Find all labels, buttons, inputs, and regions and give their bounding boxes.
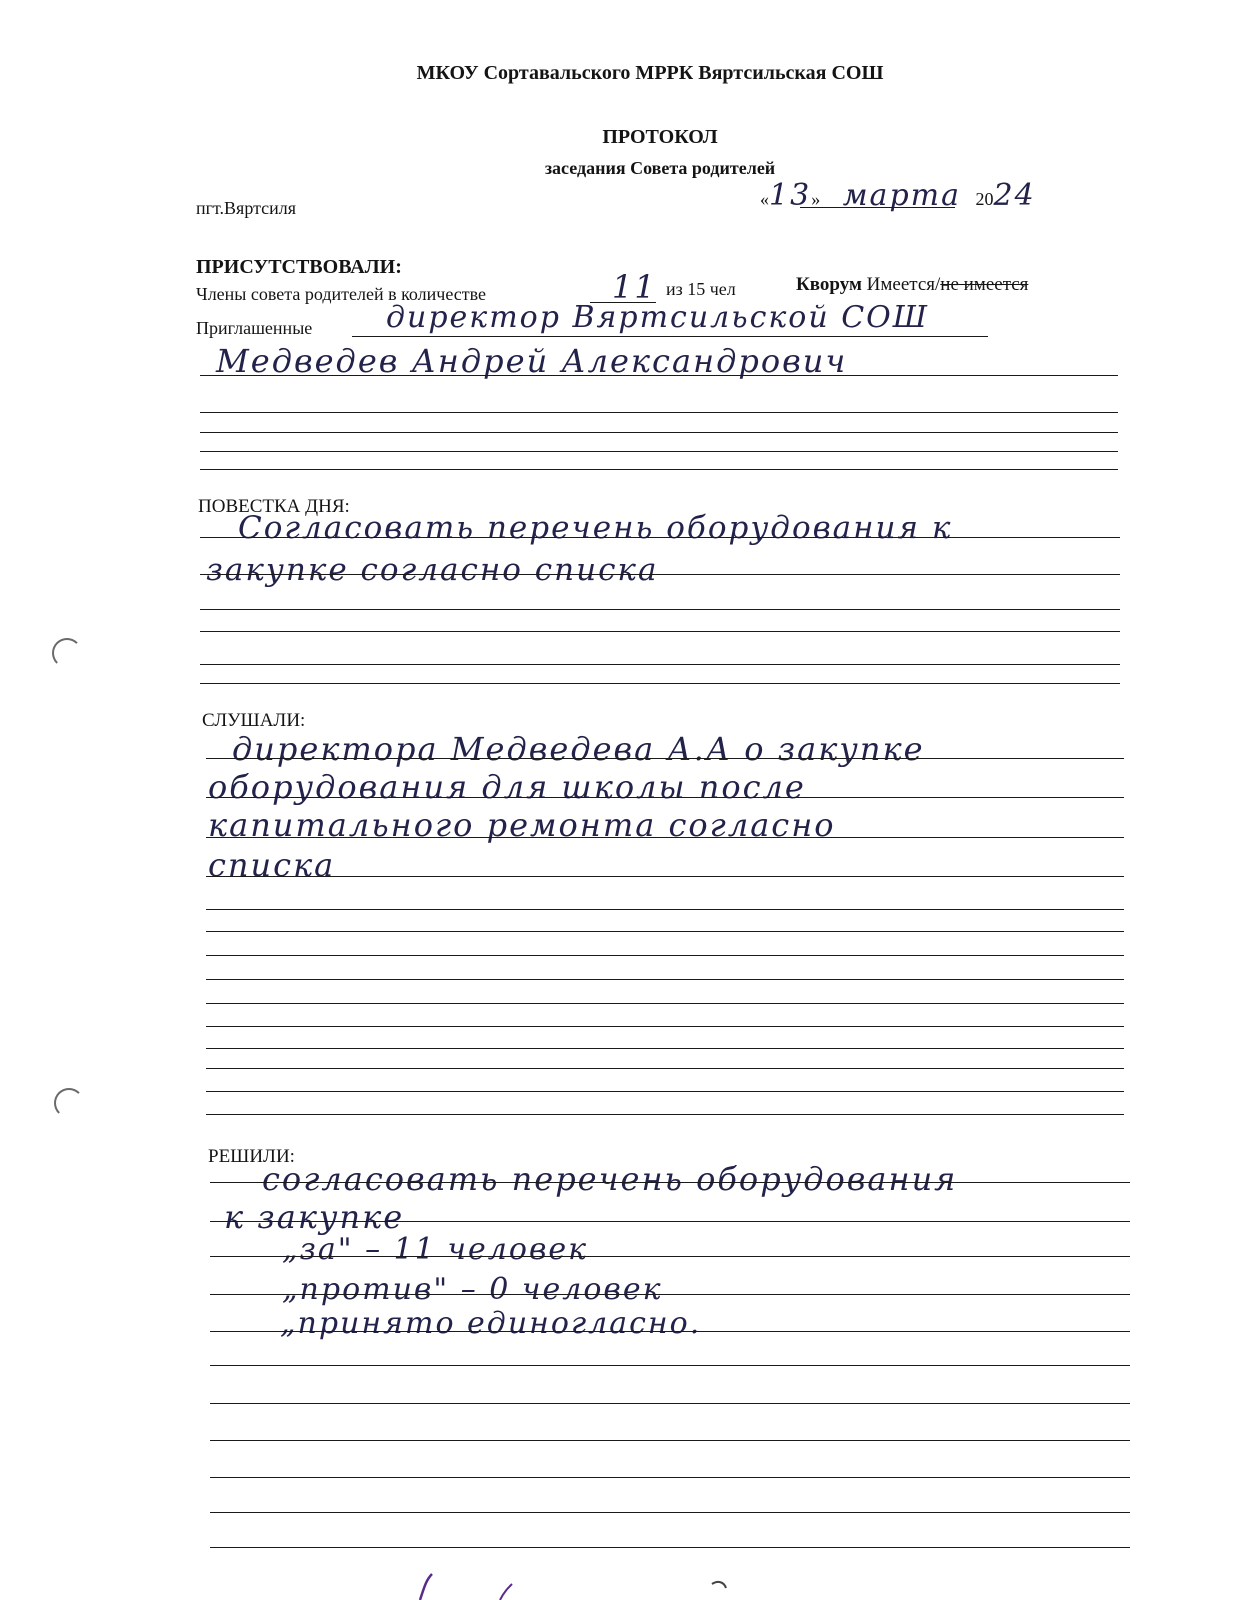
ruled-line xyxy=(210,1477,1130,1478)
agenda-line-2: закупке согласно списка xyxy=(206,552,659,588)
ruled-line xyxy=(206,1026,1124,1027)
document-title: ПРОТОКОЛ xyxy=(602,126,718,148)
heard-line-3: капитального ремонта согласно xyxy=(208,806,836,844)
members-count: 11 xyxy=(612,268,657,306)
agenda-line-1: Согласовать перечень оборудования к xyxy=(238,510,953,546)
ruled-line xyxy=(200,469,1118,470)
quorum-yes: Имеется/ xyxy=(866,274,941,295)
date-day: 13 xyxy=(769,178,812,213)
ruled-line xyxy=(200,451,1118,452)
ruled-line xyxy=(200,432,1118,433)
ruled-line xyxy=(210,1403,1130,1404)
heard-line-2: оборудования для школы после xyxy=(208,768,806,806)
ruled-line xyxy=(210,1256,1130,1257)
invited-line-2: Медведев Андрей Александрович xyxy=(216,342,848,380)
ruled-line xyxy=(210,1512,1130,1513)
ruled-line xyxy=(206,909,1124,910)
decided-heading: РЕШИЛИ: xyxy=(208,1146,295,1167)
decided-line-2: к закупке xyxy=(224,1198,405,1236)
document-subtitle: заседания Совета родителей xyxy=(544,158,776,178)
signature-stroke xyxy=(500,1584,512,1600)
heard-line-1: директора Медведева А.А о закупке xyxy=(232,730,925,768)
members-label: Члены совета родителей в количестве xyxy=(196,284,487,304)
date-month: марта xyxy=(842,178,961,213)
ruled-line xyxy=(206,979,1124,980)
ruled-line xyxy=(210,1294,1130,1295)
punch-hole-top xyxy=(52,638,82,668)
ruled-line xyxy=(200,412,1118,413)
quorum xyxy=(796,274,1028,296)
ruled-line xyxy=(206,1048,1124,1049)
ruled-line xyxy=(206,758,1124,759)
heard-line-4: списка xyxy=(208,846,336,884)
ruled-line xyxy=(210,1547,1130,1548)
ruled-line xyxy=(210,1221,1130,1222)
agenda-heading: ПОВЕСТКА ДНЯ: xyxy=(198,496,350,517)
decided-line-4: „против" – 0 человек xyxy=(282,1272,663,1307)
ruled-line xyxy=(206,955,1124,956)
attendance-heading: ПРИСУТСТВОВАЛИ: xyxy=(196,256,402,278)
ruled-line xyxy=(200,574,1120,575)
signature-fragment xyxy=(400,1560,730,1600)
invited-label: Приглашенные xyxy=(196,318,313,338)
heard-heading: СЛУШАЛИ: xyxy=(202,710,306,731)
decided-line-5: „принято единогласно. xyxy=(280,1306,702,1341)
ruled-line xyxy=(210,1182,1130,1183)
ruled-line xyxy=(210,1440,1130,1441)
ruled-line xyxy=(206,1114,1124,1115)
date-underline xyxy=(800,207,955,208)
members-total: из 15 чел xyxy=(666,279,736,299)
ruled-line xyxy=(206,1091,1124,1092)
ruled-line xyxy=(206,876,1124,877)
ruled-line xyxy=(352,336,988,337)
ruled-line xyxy=(200,664,1120,665)
ruled-line xyxy=(206,1003,1124,1004)
invited-line-1: директор Вяртсильской СОШ xyxy=(386,300,929,335)
ruled-line xyxy=(206,1068,1124,1069)
ruled-line xyxy=(210,1331,1130,1332)
date-year-prefix: 20 xyxy=(975,189,994,209)
punch-hole-bottom xyxy=(54,1088,84,1118)
ruled-line xyxy=(206,837,1124,838)
ruled-line xyxy=(200,631,1120,632)
quorum-label: Кворум xyxy=(796,274,862,295)
decided-line-1: согласовать перечень оборудования xyxy=(262,1160,958,1198)
ruled-line xyxy=(206,931,1124,932)
signature-stroke xyxy=(712,1582,726,1588)
signature-stroke xyxy=(420,1574,432,1600)
ruled-line xyxy=(200,537,1120,538)
ruled-line xyxy=(200,683,1120,684)
meeting-date: «13» марта 2024 xyxy=(760,178,1036,213)
decided-line-3: „за" – 11 человек xyxy=(282,1232,589,1267)
ruled-line xyxy=(210,1365,1130,1366)
place-name: пгт.Вяртсиля xyxy=(196,198,297,218)
quorum-no: не имеется xyxy=(940,274,1029,295)
ruled-line xyxy=(200,375,1118,376)
ruled-line xyxy=(200,609,1120,610)
ruled-line xyxy=(206,797,1124,798)
organization-name: МКОУ Сортавальского МРРК Вяртсильская СОШ xyxy=(416,62,884,84)
date-year-suffix: 24 xyxy=(993,178,1036,213)
